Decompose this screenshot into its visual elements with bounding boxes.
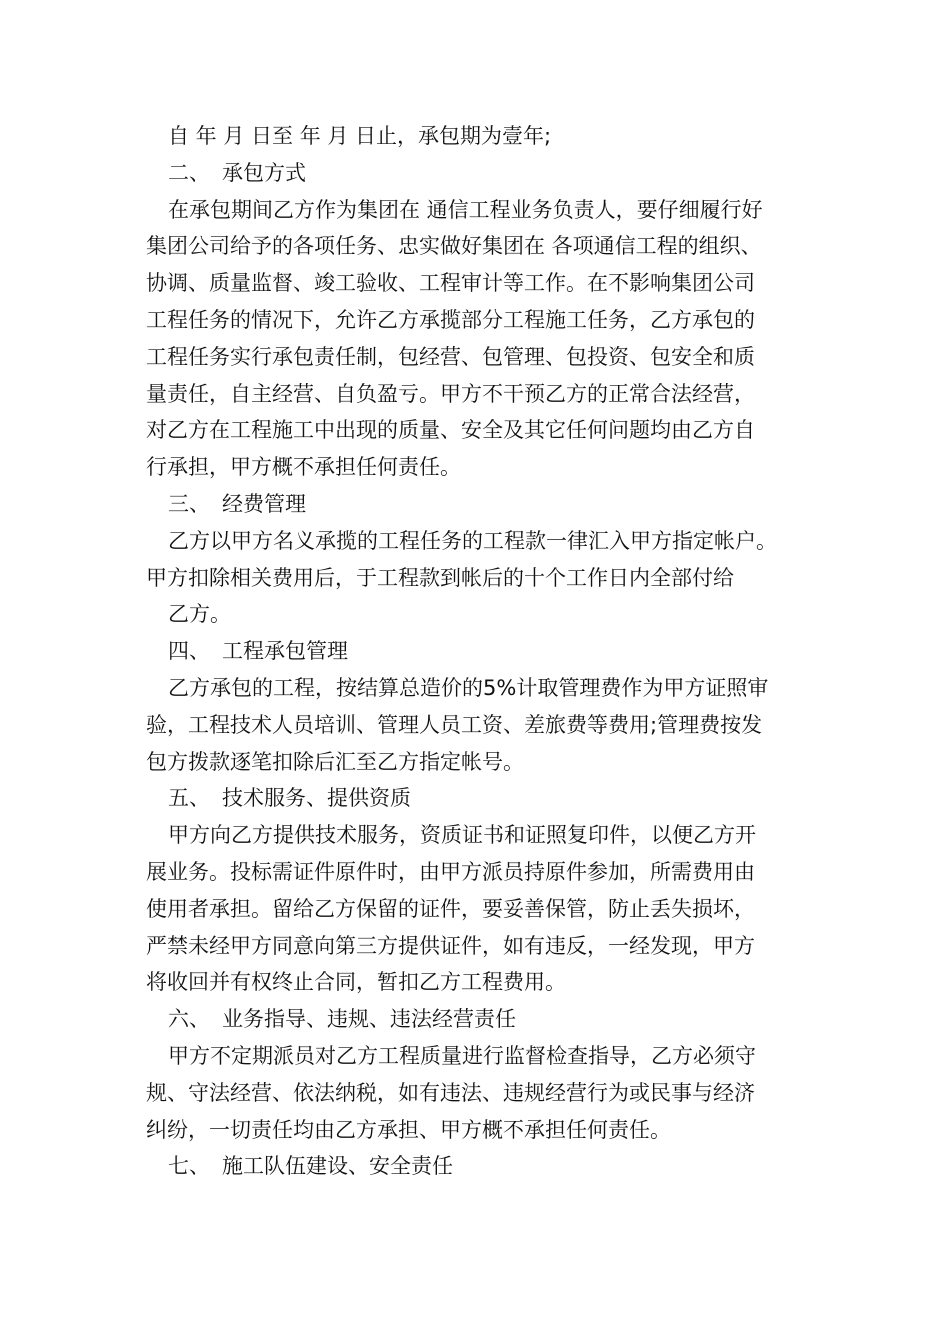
- paragraph-line: 量责任，自主经营、自负盈亏。甲方不干预乙方的正常合法经营，: [146, 381, 755, 406]
- paragraph-line: 工程任务实行承包责任制，包经营、包管理、包投资、包安全和质: [146, 344, 755, 369]
- section-number: 二、: [168, 160, 210, 185]
- section-number: 五、: [168, 786, 210, 811]
- section-heading: [146, 155, 814, 192]
- paragraph-line: 工程任务的情况下，允许乙方承揽部分工程施工任务，乙方承包的: [146, 307, 755, 332]
- section-title: 技术服务、提供资质: [222, 786, 411, 811]
- paragraph-line: 乙方。: [168, 602, 231, 627]
- section-heading: [146, 486, 814, 523]
- section-heading: [146, 1148, 814, 1185]
- section-heading: [146, 633, 814, 670]
- section-title: 经费管理: [222, 491, 306, 516]
- section-number: 三、: [168, 491, 210, 516]
- paragraph-line: 对乙方在工程施工中出现的质量、安全及其它任何问题均由乙方自: [146, 418, 755, 443]
- paragraph-line: 集团公司给予的各项任务、忠实做好集团在 各项通信工程的组织、: [146, 234, 762, 259]
- section-number: 六、: [168, 1007, 210, 1032]
- section-number: 七、: [168, 1154, 210, 1179]
- document-body: [146, 118, 814, 1185]
- paragraph-line: 协调、质量监督、竣工验收、工程审计等工作。在不影响集团公司: [146, 271, 755, 296]
- section-heading: [146, 780, 814, 817]
- paragraph-line: 将收回并有权终止合同，暂扣乙方工程费用。: [146, 970, 566, 995]
- section-title: 施工队伍建设、安全责任: [222, 1154, 453, 1179]
- paragraph-line: 验，工程技术人员培训、管理人员工资、差旅费等费用;管理费按发: [146, 712, 763, 737]
- section-number: 四、: [168, 639, 210, 664]
- paragraph-line: 甲方向乙方提供技术服务，资质证书和证照复印件，以便乙方开: [168, 823, 756, 848]
- section-title: 业务指导、违规、违法经营责任: [222, 1007, 516, 1032]
- paragraph-line: 在承包期间乙方作为集团在 通信工程业务负责人，要仔细履行好: [168, 197, 763, 222]
- section-title: 工程承包管理: [222, 639, 348, 664]
- paragraph-line: 自 年 月 日至 年 月 日止，承包期为壹年;: [168, 124, 552, 148]
- paragraph-line: 乙方以甲方名义承揽的工程任务的工程款一律汇入甲方指定帐户。: [168, 528, 777, 553]
- paragraph-line: 甲方不定期派员对乙方工程质量进行监督检查指导，乙方必须守: [168, 1043, 756, 1068]
- paragraph-line: 展业务。投标需证件原件时，由甲方派员持原件参加，所需费用由: [146, 859, 755, 884]
- paragraph-line: 使用者承担。留给乙方保留的证件，要妥善保管，防止丢失损坏，: [146, 896, 755, 921]
- paragraph-line: 规、守法经营、依法纳税，如有违法、违规经营行为或民事与经济: [146, 1080, 755, 1105]
- paragraph-line: 行承担，甲方概不承担任何责任。: [146, 455, 461, 480]
- section-title: 承包方式: [222, 160, 306, 185]
- section-heading: [146, 1001, 814, 1038]
- paragraph-line: 纠纷，一切责任均由乙方承担、甲方概不承担任何责任。: [146, 1117, 671, 1142]
- paragraph-line: 乙方承包的工程，按结算总造价的5%计取管理费作为甲方证照审: [168, 675, 769, 700]
- paragraph-line: 包方拨款逐笔扣除后汇至乙方指定帐号。: [146, 749, 524, 774]
- paragraph-line: 甲方扣除相关费用后，于工程款到帐后的十个工作日内全部付给: [146, 565, 734, 590]
- paragraph-line: 严禁未经甲方同意向第三方提供证件，如有违反，一经发现，甲方: [146, 933, 755, 958]
